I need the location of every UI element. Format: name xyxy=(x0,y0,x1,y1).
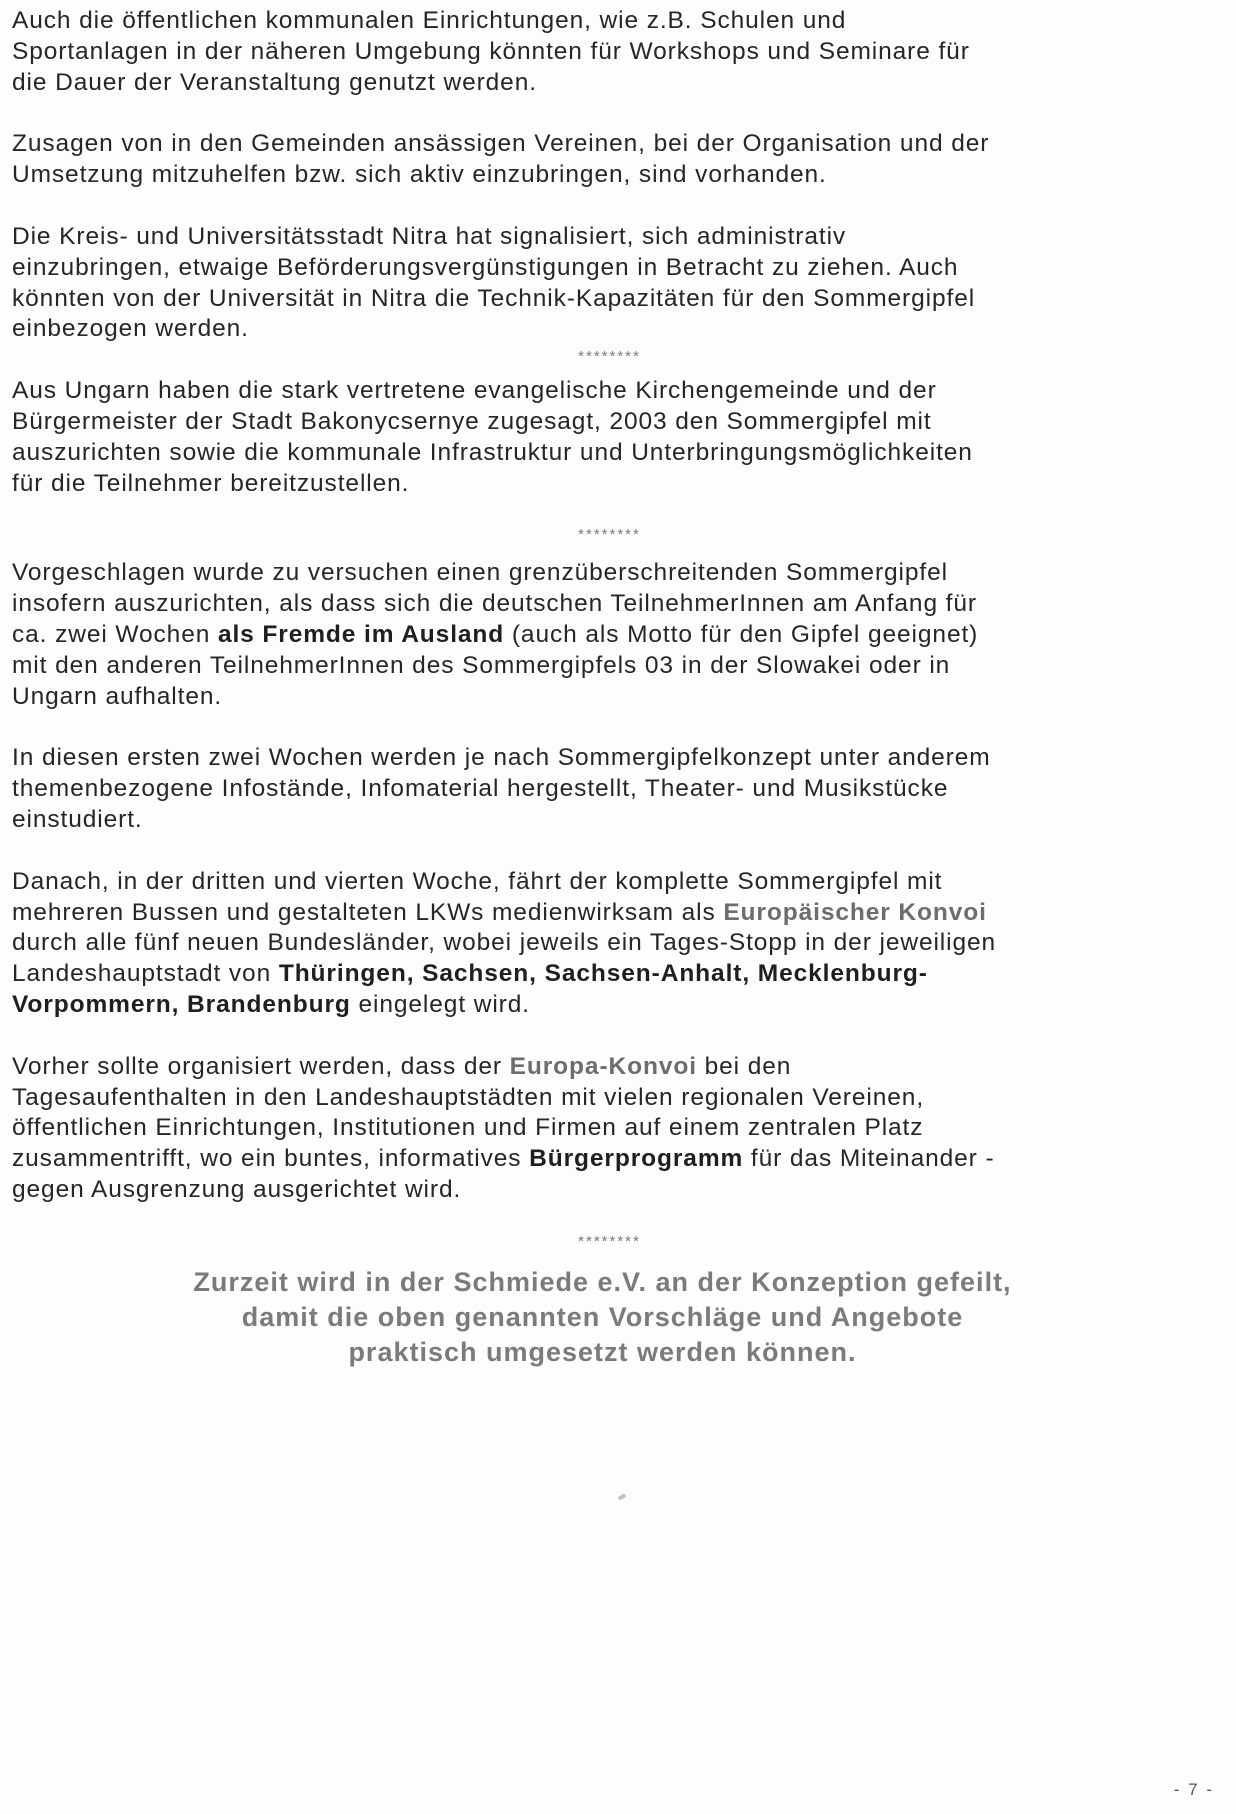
bold-emphasis: Bürgerprogramm xyxy=(529,1145,744,1173)
bold-emphasis: Vorpommern, Brandenburg xyxy=(12,990,351,1018)
text-segment: für das Miteinander - xyxy=(743,1145,995,1173)
text-segment: bei den xyxy=(696,1052,792,1080)
text-line xyxy=(12,68,1217,99)
text-segment: Aus Ungarn haben die stark vertretene evangelische Kirchengemeinde und der xyxy=(12,377,937,405)
text-line xyxy=(12,620,1217,651)
text-segment: Die Kreis- und Universitätsstadt Nitra hat signalisiert, sich administrativ xyxy=(12,222,847,250)
paragraph xyxy=(12,6,1217,98)
text-segment: (auch als Motto für den Gipfel geeignet) xyxy=(504,620,979,648)
text-line xyxy=(12,469,1217,500)
paragraph xyxy=(12,743,1217,835)
text-line xyxy=(12,805,1217,836)
text-segment: für die Teilnehmer bereitzustellen. xyxy=(12,469,410,497)
text-segment: könnten von der Universität in Nitra die Technik-Kapazitäten für den Sommergipfel xyxy=(12,284,976,312)
text-line xyxy=(12,928,1217,959)
text-segment: eingelegt wird. xyxy=(350,990,530,1018)
document-page xyxy=(12,6,1217,1370)
separator-stars: ******** xyxy=(578,526,641,544)
text-segment: mehreren Bussen und gestalteten LKWs medienwirksam als xyxy=(12,898,724,926)
text-line xyxy=(12,774,1217,805)
text-segment: ca. zwei Wochen xyxy=(12,620,218,648)
text-segment: Umsetzung mitzuhelfen bzw. sich aktiv einzubringen, sind vorhanden. xyxy=(12,161,827,189)
text-segment: einzubringen, etwaige Beförderungsvergünstigungen in Betracht zu ziehen. Auch xyxy=(12,253,959,281)
text-segment: Sportanlagen in der näheren Umgebung könnten für Workshops und Seminare für xyxy=(12,37,970,65)
text-segment: Ungarn aufhalten. xyxy=(12,682,223,710)
text-segment: mit den anderen TeilnehmerInnen des Sommergipfels 03 in der Slowakei oder in xyxy=(12,651,951,679)
paragraph xyxy=(12,129,1217,191)
text-segment: die Dauer der Veranstaltung genutzt werden. xyxy=(12,68,537,96)
text-line xyxy=(12,589,1217,620)
text-line xyxy=(12,6,1217,37)
text-line xyxy=(12,222,1217,253)
text-line xyxy=(12,376,1217,407)
text-line xyxy=(12,253,1217,284)
text-segment: einbezogen werden. xyxy=(12,315,249,343)
text-segment: insofern auszurichten, als dass sich die deutschen TeilnehmerInnen am Anfang für xyxy=(12,590,977,618)
text-segment: Danach, in der dritten und vierten Woche, fährt der komplette Sommergipfel mit xyxy=(12,867,943,895)
text-line xyxy=(12,1175,1217,1206)
bold-emphasis: als Fremde im Ausland xyxy=(217,620,505,648)
closing-statement xyxy=(0,1265,1217,1370)
paragraph xyxy=(12,1052,1217,1206)
text-line xyxy=(12,1144,1217,1175)
text-segment: themenbezogene Infostände, Infomaterial hergestellt, Theater- und Musikstücke xyxy=(12,775,949,803)
highlight-term: Europäischer Konvoi xyxy=(723,898,987,926)
text-segment: öffentlichen Einrichtungen, Institutionen und Firmen auf einem zentralen Platz xyxy=(12,1114,924,1142)
bold-emphasis: Thüringen, Sachsen, Sachsen-Anhalt, Mecklenburg- xyxy=(278,960,928,988)
text-line xyxy=(12,898,1217,929)
paragraph xyxy=(12,867,1217,1021)
text-line xyxy=(12,682,1217,713)
text-line xyxy=(12,959,1217,990)
text-segment: Vorher sollte organisiert werden, dass der xyxy=(12,1052,510,1080)
text-line xyxy=(12,407,1217,438)
text-segment: Zusagen von in den Gemeinden ansässigen Vereinen, bei der Organisation und der xyxy=(12,130,990,158)
paragraph xyxy=(12,222,1217,345)
text-line xyxy=(12,1113,1217,1144)
text-segment: auszurichten sowie die kommunale Infrastruktur und Unterbringungsmöglichkeiten xyxy=(12,438,973,466)
text-segment: Landeshauptstadt von xyxy=(12,960,279,988)
highlight-term: Europa-Konvoi xyxy=(509,1052,697,1080)
text-line xyxy=(12,37,1217,68)
scan-speck xyxy=(618,1493,627,1500)
page-number: - 7 - xyxy=(1173,1780,1214,1799)
separator-stars: ******** xyxy=(578,1232,641,1250)
text-line xyxy=(12,990,1217,1021)
text-segment: zusammentrifft, wo ein buntes, informatives xyxy=(12,1145,530,1173)
text-segment: Vorgeschlagen wurde zu versuchen einen grenzüberschreitenden Sommergipfel xyxy=(12,559,948,587)
paragraph xyxy=(12,376,1217,499)
text-segment: durch alle fünf neuen Bundesländer, wobei jeweils ein Tages-Stopp in der jeweiligen xyxy=(12,929,997,957)
text-segment: Tagesaufenthalten in den Landeshauptstädten mit vielen regionalen Vereinen, xyxy=(12,1083,925,1111)
text-line xyxy=(12,558,1217,589)
text-line xyxy=(12,129,1217,160)
closing-line: Zurzeit wird in der Schmiede e.V. an der Konzeption gefeilt, xyxy=(193,1266,1012,1297)
closing-line: praktisch umgesetzt werden können. xyxy=(348,1336,857,1367)
text-line xyxy=(12,1052,1217,1083)
text-segment: einstudiert. xyxy=(12,805,143,833)
text-segment: Auch die öffentlichen kommunalen Einrichtungen, wie z.B. Schulen und xyxy=(12,7,847,34)
paragraph xyxy=(12,558,1217,712)
closing-line: damit die oben genannten Vorschläge und Angebote xyxy=(241,1301,964,1332)
text-line xyxy=(12,438,1217,469)
text-segment: Bürgermeister der Stadt Bakonycsernye zugesagt, 2003 den Sommergipfel mit xyxy=(12,407,932,435)
text-line xyxy=(12,651,1217,682)
separator-stars: ******** xyxy=(578,348,641,366)
text-line xyxy=(12,743,1217,774)
text-segment: In diesen ersten zwei Wochen werden je nach Sommergipfelkonzept unter anderem xyxy=(12,744,991,772)
text-line xyxy=(12,867,1217,898)
text-line xyxy=(12,284,1217,315)
text-line xyxy=(12,1083,1217,1114)
text-line xyxy=(12,314,1217,345)
text-line xyxy=(12,160,1217,191)
text-segment: gegen Ausgrenzung ausgerichtet wird. xyxy=(12,1175,462,1203)
